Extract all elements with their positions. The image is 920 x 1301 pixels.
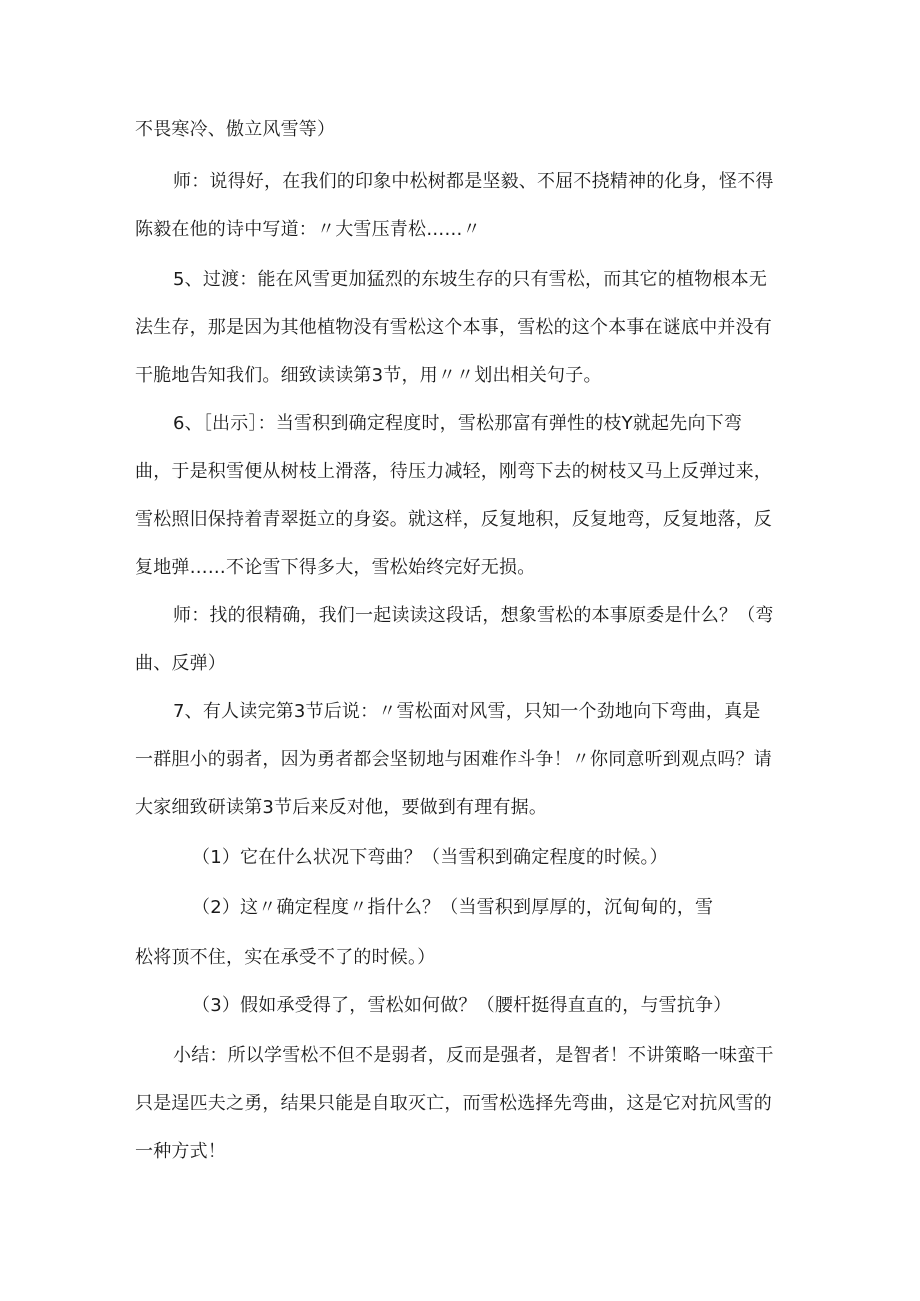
text-line: 法生存，那是因为其他植物没有雪松这个本事，雪松的这个本事在谜底中并没有 xyxy=(135,317,772,338)
text-line: 只是逞匹夫之勇，结果只能是自取灭亡，而雪松选择先弯曲，这是它对抗风雪的 xyxy=(135,1093,772,1114)
text-line: 5、过渡：能在风雪更加猛烈的东坡生存的只有雪松，而其它的植物根本无 xyxy=(173,269,768,290)
text-line: 复地弹……不论雪下得多大，雪松始终完好无损。 xyxy=(135,557,536,578)
text-line: 师：说得好，在我们的印象中松树都是坚毅、不屈不挠精神的化身，怪不得 xyxy=(173,171,774,192)
text-line: 一群胆小的弱者，因为勇者都会坚韧地与困难作斗争！〃你同意听到观点吗？请 xyxy=(135,749,772,770)
text-line: 陈毅在他的诗中写道：〃大雪压青松……〃 xyxy=(135,219,481,240)
text-line: 松将顶不住，实在承受不了的时候。） xyxy=(135,947,436,968)
text-line: 不畏寒冷、傲立风雪等） xyxy=(135,119,336,140)
text-line: 曲，于是积雪便从树枝上滑落，待压力减轻，刚弯下去的树枝又马上反弹过来， xyxy=(135,461,772,482)
text-line: 小结：所以学雪松不但不是弱者，反而是强者，是智者！不讲策略一味蛮干 xyxy=(173,1045,774,1066)
text-line: 6、［出示］：当雪积到确定程度时，雪松那富有弹性的枝Y就起先向下弯 xyxy=(173,413,743,434)
text-line: 干脆地告知我们。细致读读第3节，用〃〃划出相关句子。 xyxy=(135,365,602,386)
text-line: 曲、反弹） xyxy=(135,653,226,674)
text-line: 雪松照旧保持着青翠挺立的身姿。就这样，反复地积，反复地弯，反复地落，反 xyxy=(135,509,772,530)
text-line: （2）这〃确定程度〃指什么？（当雪积到厚厚的，沉甸甸的，雪 xyxy=(192,897,714,918)
text-line: 大家细致研读第3节后来反对他，要做到有理有据。 xyxy=(135,797,548,818)
text-line: 一种方式！ xyxy=(135,1141,226,1162)
text-line: （3）假如承受得了，雪松如何做？（腰杆挺得直直的，与雪抗争） xyxy=(192,995,732,1016)
text-line: 师：找的很精确，我们一起读读这段话，想象雪松的本事原委是什么？（弯 xyxy=(173,605,774,626)
text-line: （1）它在什么状况下弯曲？（当雪积到确定程度的时候。） xyxy=(192,847,668,868)
text-line: 7、有人读完第3节后说：〃雪松面对风雪，只知一个劲地向下弯曲，真是 xyxy=(173,701,761,722)
